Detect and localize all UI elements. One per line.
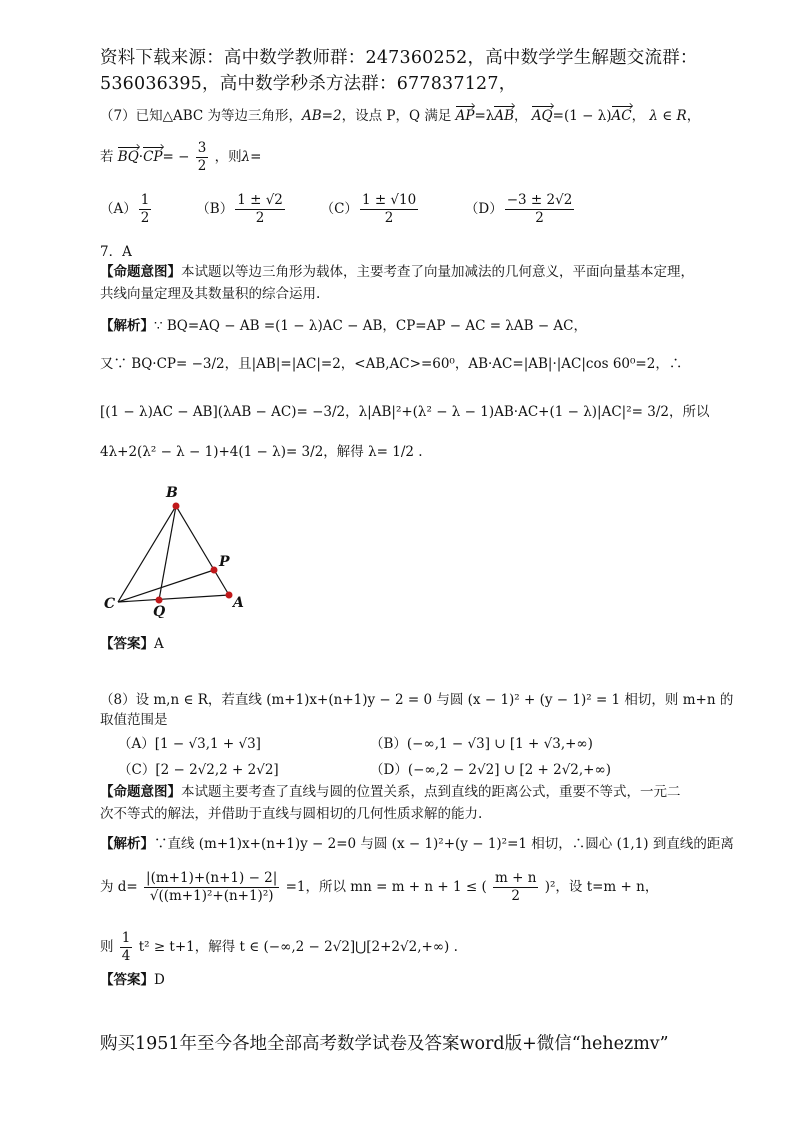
q8-option-a: （A）[1 − √3,1 + √3]	[118, 736, 261, 752]
vec-ac: AC	[611, 108, 632, 124]
q8-intent-line-1	[100, 782, 681, 802]
q8-stem-line-1: （8）设 m,n ∈ R，若直线 (m+1)x+(n+1)y − 2 = 0 与圆 (x − 1)² + (y − 1)² = 1 相切，则 m+n 的	[100, 692, 734, 708]
q8-intent-line-2: 次不等式的解法，并借助于直线与圆相切的几何性质求解的能力.	[100, 806, 483, 822]
a7-analysis-line-4: 4λ+2(λ² − λ − 1)+4(1 − λ)= 3/2，解得 λ= 1/2 .	[100, 444, 423, 460]
analysis-text: ∵ BQ=AQ − AB =(1 − λ)AC − AB，CP=AP − AC = λAB − AC，	[154, 318, 588, 334]
q8-analysis-line-2	[100, 870, 658, 905]
vec-ap: AP	[455, 108, 475, 124]
vec-cp: CP	[143, 149, 163, 165]
option-den: 2	[535, 210, 544, 226]
q7-lambda-r: λ ∈ R	[649, 108, 687, 124]
frac-den: 4	[121, 948, 131, 964]
fraction-half-sum	[493, 870, 538, 905]
point-p	[211, 567, 218, 574]
option-den: 2	[384, 210, 394, 226]
fraction-neg-three-halves	[196, 140, 209, 175]
a7-analysis-line-3: [(1 − λ)AC − AB](λAB − AC)= −3/2，λ|AB|²+(λ² − λ − 1)AB·AC+(1 − λ)|AC|²= 3/2，所以	[100, 404, 710, 420]
q7-option-b	[196, 192, 316, 227]
option-label: （A）	[100, 201, 137, 217]
q8-option-b: （B）(−∞,1 − √3] ∪ [1 + √3,+∞)	[370, 736, 593, 752]
q7-eq-1minus: =(1 − λ)	[552, 108, 612, 124]
source-header-line-2: 536036395，高中数学秒杀方法群：677837127，	[100, 74, 517, 94]
intent-text: 本试题以等边三角形为载体，主要考查了向量加减法的几何意义，平面向量基本定理，	[181, 264, 694, 280]
a7-answer	[100, 634, 164, 654]
option-num: 1 ± √2	[237, 192, 283, 208]
q7-if: 若	[100, 149, 114, 165]
analysis-text: =1，所以 mn = m + n + 1 ≤ (	[285, 879, 487, 895]
q7-lambda-eq: λ=	[241, 149, 262, 165]
edge-ba	[176, 506, 229, 595]
answer-tag: 【答案】	[100, 972, 154, 988]
q7-eq-neg: = −	[162, 149, 190, 165]
answer-value: D	[154, 972, 165, 988]
a7-analysis-line-1	[100, 316, 587, 336]
source-header-line-1: 资料下载来源：高中数学教师群：247360252，高中数学学生解题交流群：	[100, 48, 698, 68]
a7-intent-line-1	[100, 262, 694, 282]
label-p: P	[219, 554, 230, 570]
q7-dot: ·	[138, 149, 144, 165]
a7-intent-line-2: 共线向量定理及其数量积的综合运用.	[100, 286, 321, 302]
q7-eq-lambda: =λ	[474, 108, 495, 124]
q8-option-d: （D）(−∞,2 − 2√2] ∪ [2 + 2√2,+∞)	[370, 762, 612, 778]
analysis-text: 则	[100, 939, 114, 955]
answer-tag: 【答案】	[100, 636, 154, 652]
analysis-tag: 【解析】	[100, 836, 154, 852]
frac-den: 2	[511, 888, 521, 904]
intent-text: 本试题主要考查了直线与圆的位置关系，点到直线的距离公式，重要不等式，一元二	[181, 784, 681, 800]
vec-bq: BQ	[117, 149, 139, 165]
q7-stem-line-1: （7）已知△ABC 为等边三角形，AB=2，设点 P，Q 满足 AP=λAB， AQ=(1 − λ)AC， λ ∈ R，	[100, 108, 701, 124]
frac-num: 3	[197, 140, 207, 156]
point-q	[156, 597, 163, 604]
option-label: （D）	[464, 201, 503, 217]
label-b: B	[166, 485, 178, 501]
label-q: Q	[153, 604, 166, 618]
frac-den: 2	[197, 158, 207, 174]
a7-analysis-line-2: 又∵ BQ·CP= −3/2，且|AB|=|AC|=2，<AB,AC>=60⁰，AB·AC=|AB|·|AC|cos 60⁰=2，∴	[100, 356, 683, 372]
analysis-text: ∵直线 (m+1)x+(n+1)y − 2=0 与圆 (x − 1)²+(y − 1)²=1 相切，∴圆心 (1,1) 到直线的距离	[154, 836, 734, 852]
option-num: −3 ± 2√2	[506, 192, 573, 208]
analysis-text: t² ≥ t+1，解得 t ∈ (−∞,2 − 2√2]⋃[2+2√2,+∞) .	[138, 939, 458, 955]
frac-num: 1	[121, 930, 131, 946]
a7-answer-line: 7．A	[100, 244, 132, 260]
q8-stem-line-2: 取值范围是	[100, 712, 168, 728]
intent-tag: 【命题意图】	[100, 784, 181, 800]
option-den: 2	[140, 210, 150, 226]
fraction-distance	[144, 870, 279, 905]
label-c: C	[104, 596, 116, 612]
intent-tag: 【命题意图】	[100, 264, 181, 280]
frac-num: |(m+1)+(n+1) − 2|	[146, 870, 278, 886]
purchase-footer: 购买1951年至今各地全部高考数学试卷及答案word版+微信“hehezmv”	[100, 1034, 669, 1054]
frac-num: m + n	[495, 870, 537, 886]
q7-ab2: AB=2	[302, 108, 342, 124]
analysis-text: 为 d=	[100, 879, 138, 895]
option-label: （C）	[320, 201, 358, 217]
q7-option-a	[100, 192, 192, 227]
q7-stem-b: ，设点 P，Q 满足	[341, 108, 452, 124]
triangle-figure	[96, 476, 266, 618]
analysis-text: )²，设 t=m + n，	[544, 879, 659, 895]
frac-den: √((m+1)²+(n+1)²)	[149, 888, 274, 904]
q8-option-c: （C）[2 − 2√2,2 + 2√2]	[118, 762, 279, 778]
option-num: 1	[140, 192, 150, 208]
option-den: 2	[255, 210, 265, 226]
q8-analysis-line-1	[100, 834, 734, 854]
fraction-quarter	[120, 930, 133, 965]
q8-analysis-line-3	[100, 930, 458, 965]
vec-ab: AB	[494, 108, 515, 124]
answer-value: A	[154, 636, 164, 652]
analysis-tag: 【解析】	[100, 318, 154, 334]
option-label: （B）	[196, 201, 234, 217]
label-a: A	[233, 595, 244, 611]
point-a	[226, 592, 233, 599]
option-num: 1 ± √10	[361, 192, 417, 208]
q7-options-row	[100, 192, 576, 227]
vec-aq: AQ	[531, 108, 553, 124]
q7-then: ，则	[214, 149, 242, 165]
q7-stem-line-2	[100, 140, 262, 175]
q7-option-c	[321, 192, 461, 227]
q8-answer	[100, 970, 165, 990]
q7-option-d	[465, 192, 576, 227]
point-b	[173, 503, 180, 510]
q7-stem-a: （7）已知△ABC 为等边三角形，	[100, 108, 303, 124]
